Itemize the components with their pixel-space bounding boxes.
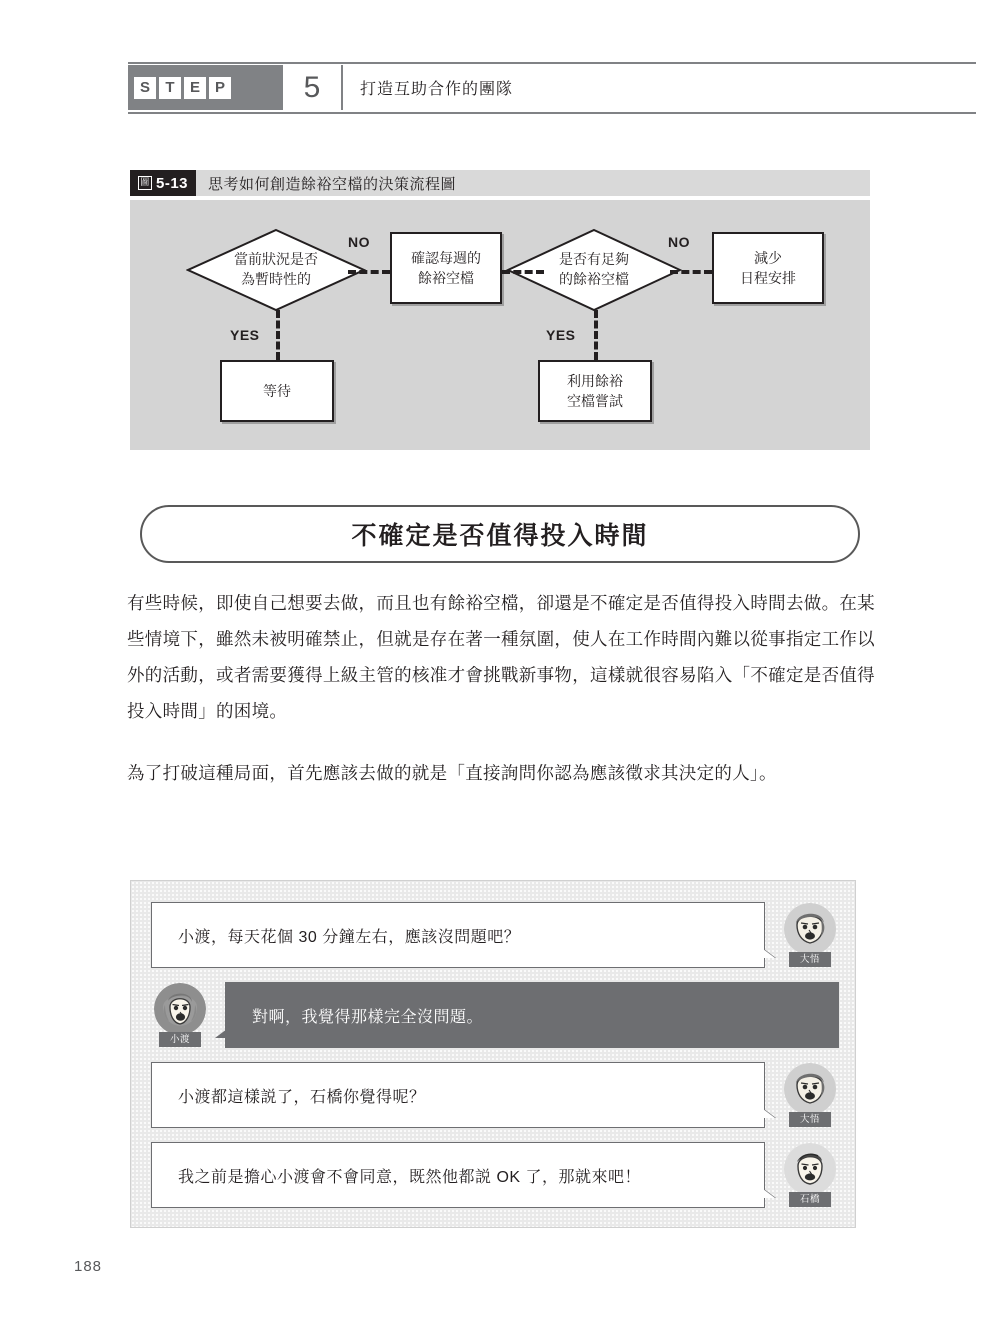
dialogue-text: 小渡都這樣説了，石橋你覺得呢？ [178,1088,426,1106]
process2-line1: 減少 [754,249,782,266]
flowchart-frame [130,200,870,450]
avatar [151,983,209,1047]
step-letter-s: S [134,77,156,99]
header-rule-bottom [128,112,976,114]
terminal2-line1: 利用餘裕 [567,372,623,389]
connector-d2-to-p2 [670,270,712,274]
page-number: 188 [74,1258,103,1275]
avatar-face-daigo-icon [784,1063,836,1115]
step-number: 5 [303,70,321,104]
decision1-text [234,250,318,289]
dialogue-bubble [225,982,839,1048]
process2-line2: 日程安排 [740,270,796,286]
process1-line1: 確認每週的 [411,249,481,266]
body-paragraph-1: 有些時候，即使自己想要去做，而且也有餘裕空檔，卻還是不確定是否值得投入時間去做。在某些情境下，雖然未被明確禁止，但就是存在著一種氛圍，使人在工作時間內難以從事指定工作以外的活動，或者需要獲得上級主管的核准才會挑戰新事物，這樣就很容易陷入「不確定是否值得投入時間」的困境。 [127,593,875,721]
step-letter-t: T [159,77,181,99]
connector-d2-to-t2 [594,310,598,360]
connector-d1-to-t1 [276,310,280,360]
dialogue-text: 對啊，我覺得那樣完全沒問題。 [252,1008,484,1026]
terminal1-text: 等待 [263,382,291,399]
connector-p1-to-d2 [502,270,544,274]
dialogue-row [131,1059,877,1131]
figure-tag-zi: 圖 [138,176,152,190]
dialogue-bubble [151,1062,765,1128]
figure-tag [130,170,196,196]
body-copy [127,586,875,817]
flowchart-process-check-weekly-slack [390,232,502,304]
terminal2-line2: 空檔嘗試 [567,393,623,409]
process1-line2: 餘裕空檔 [418,270,474,286]
dialogue-row [131,1139,877,1211]
avatar-name-tag: 小渡 [159,1032,201,1047]
section-heading [140,505,860,563]
connector-d1-to-p1 [348,270,390,274]
avatar [781,1063,839,1127]
decision2-line1: 是否有足夠 [559,251,629,268]
step-number-box [283,65,343,110]
flowchart-terminal-try-with-slack [538,360,652,422]
decision1-line2: 為暫時性的 [241,271,311,287]
dialogue-text: 小渡，每天花個 30 分鐘左右，應該沒問題吧？ [178,928,521,946]
header-rule-top [128,62,976,64]
step-badge [128,65,283,110]
flowchart-label-no-2: NO [668,234,690,250]
body-paragraph-2: 為了打破這種局面，首先應該去做的就是「直接詢問你認為應該徵求其決定的人」。 [127,762,777,783]
dialogue-bubble [151,902,765,968]
dialogue-bubble [151,1142,765,1208]
figure-caption-bar [130,170,870,196]
flowchart-label-yes-2: YES [546,327,576,343]
dialogue-row [131,899,877,971]
flowchart-process-reduce-schedule [712,232,824,304]
avatar-name-tag: 石橋 [789,1192,831,1207]
dialogue-row [131,979,877,1051]
step-title: 打造互助合作的團隊 [360,81,514,98]
decision1-line1: 當前狀況是否 [234,251,318,268]
avatar-face-daigo-icon [784,903,836,955]
avatar-name-tag: 大悟 [789,1112,831,1127]
page-header [128,62,976,114]
dialogue-block [130,880,856,1228]
flowchart-label-yes-1: YES [230,327,260,343]
dialogue-text: 我之前是擔心小渡會不會同意，既然他都説 OK 了，那就來吧！ [178,1168,642,1186]
flowchart-label-no-1: NO [348,234,370,250]
figure-tag-number: 5-13 [156,174,189,192]
flowchart-terminal-wait [220,360,334,422]
figure-caption-text: 思考如何創造餘裕空檔的決策流程圖 [208,175,457,193]
avatar-face-watari-icon [154,983,206,1035]
step-letter-p: P [209,77,231,99]
step-letter-e: E [184,77,206,99]
avatar [781,1143,839,1207]
flowchart-decision-temporary-situation [186,228,366,312]
decision2-text [559,250,629,289]
decision2-line2: 的餘裕空檔 [559,271,629,287]
avatar-face-ishibashi-icon [784,1143,836,1195]
avatar [781,903,839,967]
section-heading-text: 不確定是否值得投入時間 [351,522,649,550]
avatar-name-tag: 大悟 [789,952,831,967]
